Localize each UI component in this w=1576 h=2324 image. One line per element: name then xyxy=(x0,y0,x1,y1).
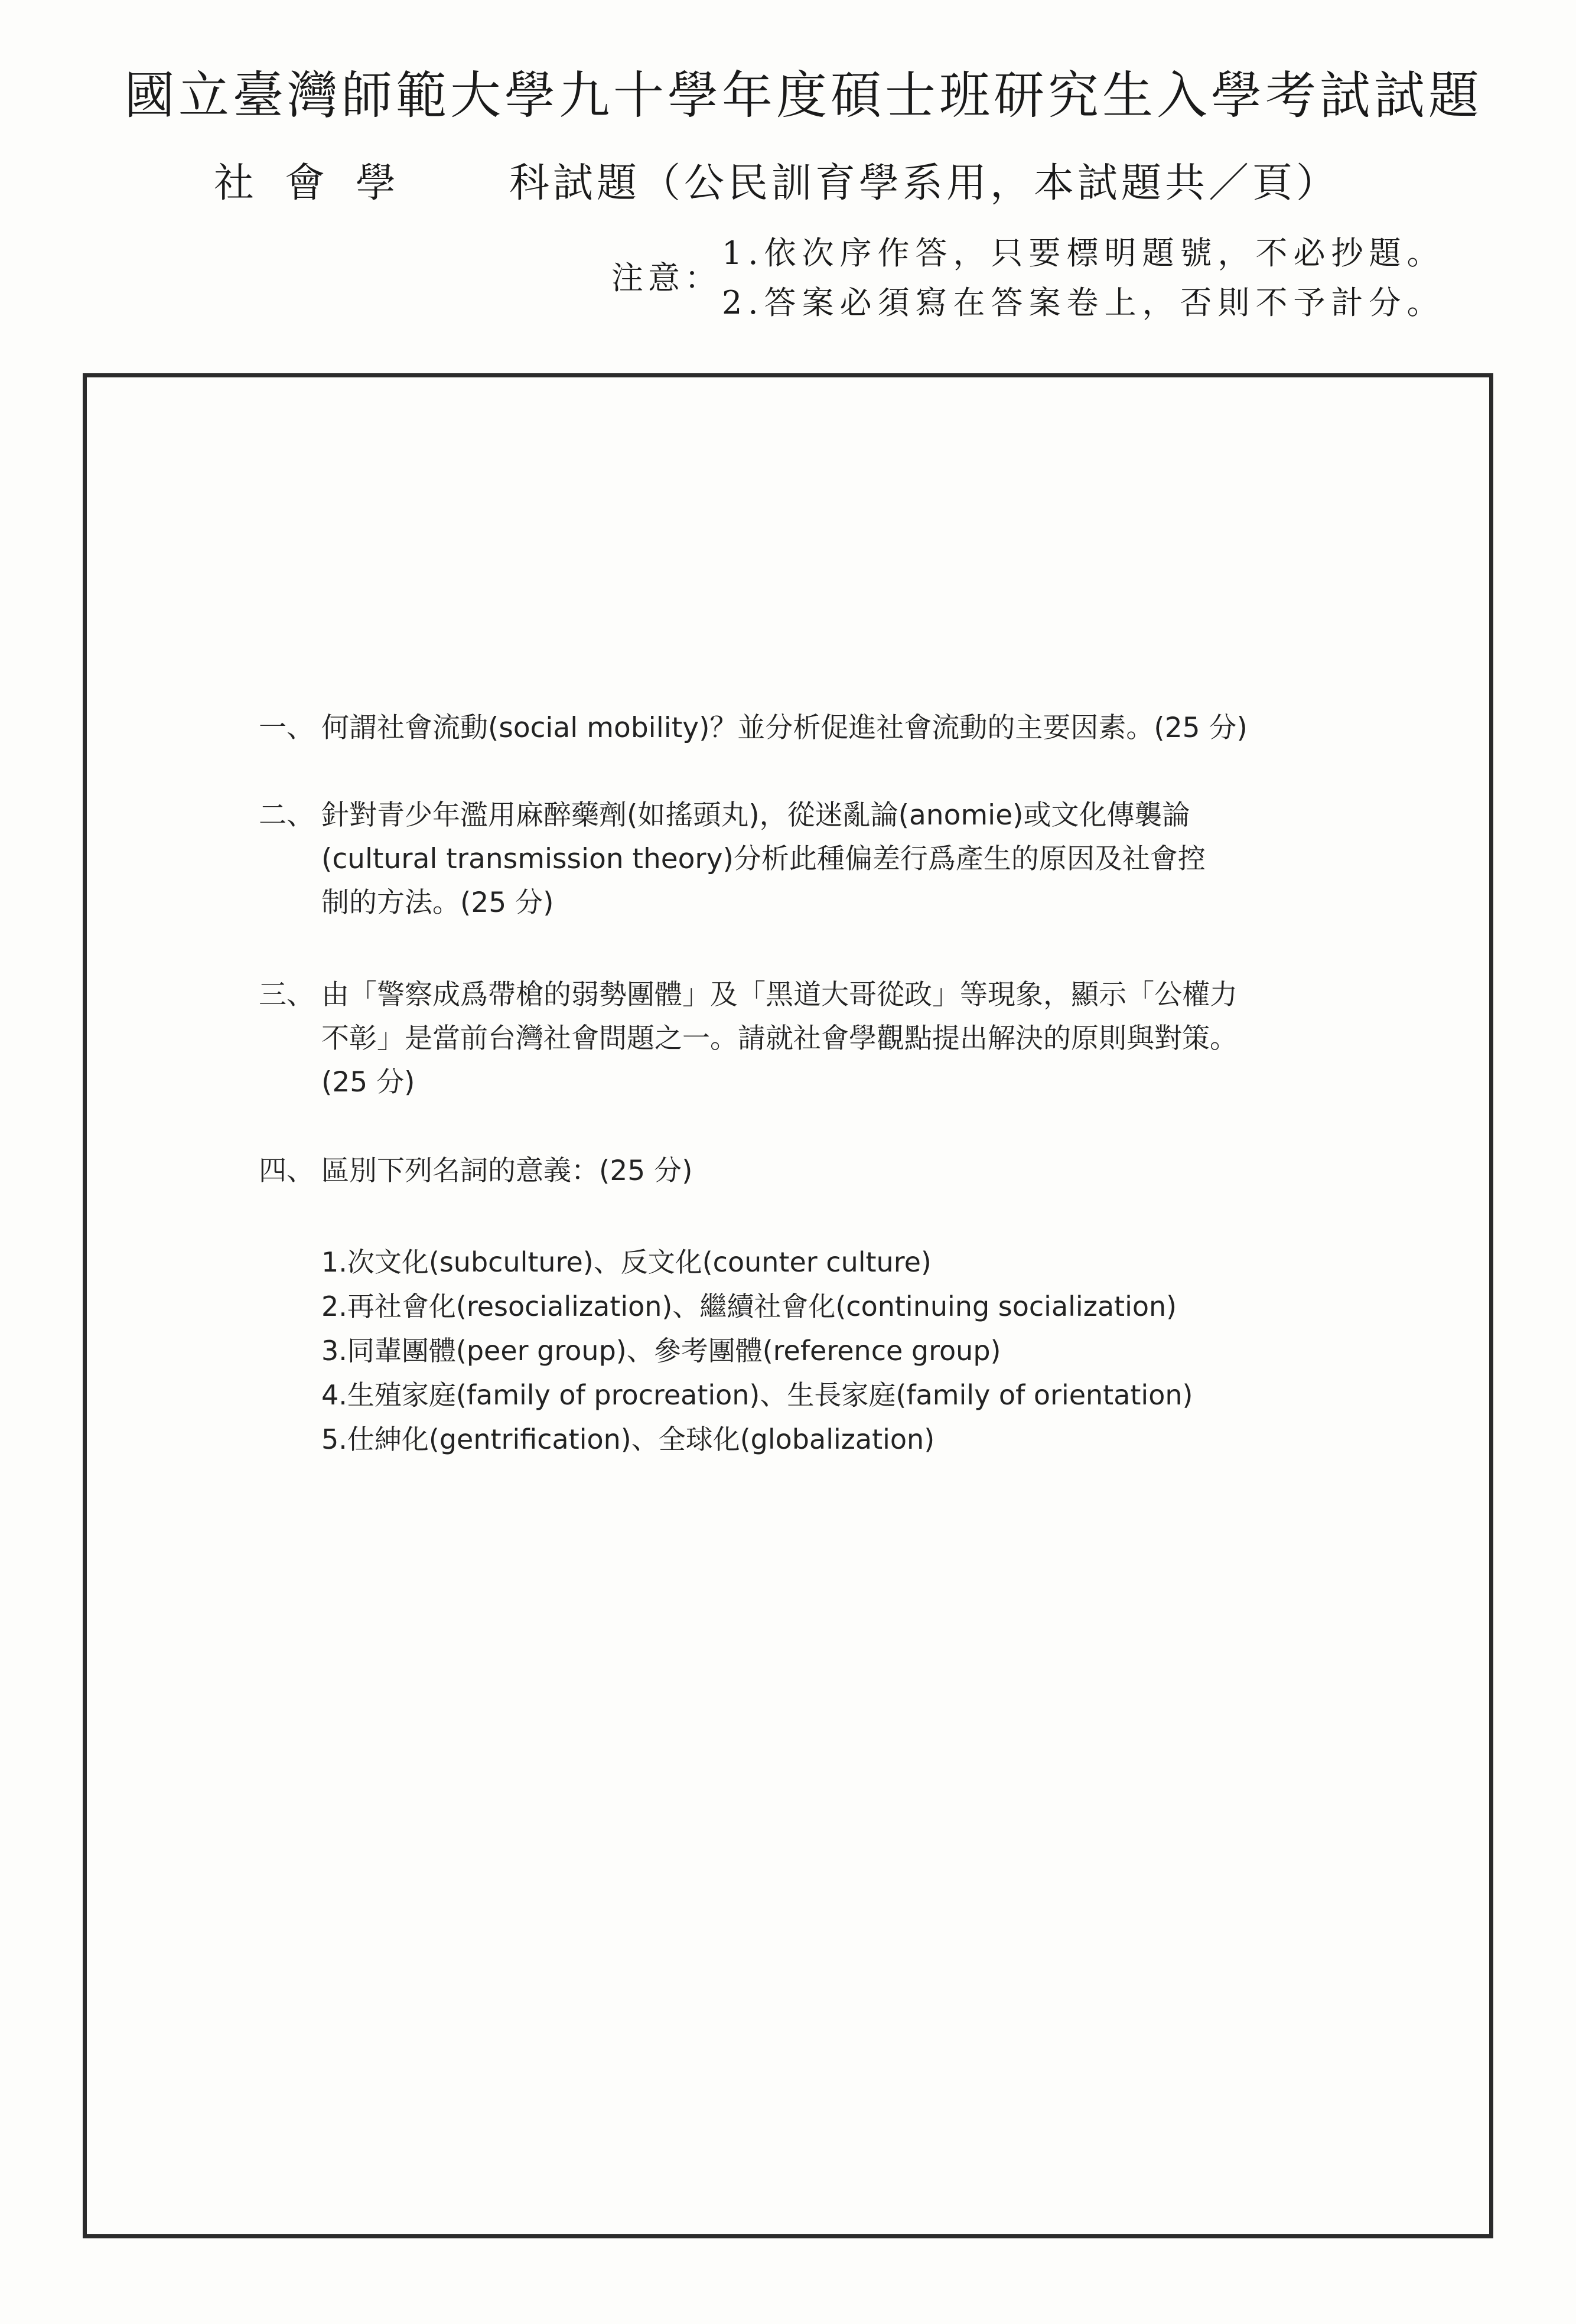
question-4 xyxy=(259,1149,692,1193)
term-item: 3.同輩團體(peer group)、參考團體(reference group) xyxy=(321,1335,1001,1367)
question-text: 不彰」是當前台灣社會問題之一。請就社會學觀點提出解決的原則與對策。 xyxy=(321,1022,1238,1055)
question-number: 一、 xyxy=(259,712,314,744)
term-item: 4.生殖家庭(family of procreation)、生長家庭(family of orientation) xyxy=(321,1379,1193,1411)
question-text: 何謂社會流動(social mobility)？並分析促進社會流動的主要因素。(25 分) xyxy=(321,712,1248,744)
question-text: 制的方法。(25 分) xyxy=(321,886,554,919)
subject-name: 社會學 xyxy=(214,160,427,207)
exam-title: 國立臺灣師範大學九十學年度碩士班研究生入學考試試題 xyxy=(124,66,1483,125)
notice-label: 注意： xyxy=(611,259,721,296)
term-item: 2.再社會化(resocialization)、繼續社會化(continuing socialization) xyxy=(321,1290,1177,1322)
question-text: 針對青少年濫用麻醉藥劑(如搖頭丸)，從迷亂論(anomie)或文化傳襲論 xyxy=(321,799,1190,832)
question-3 xyxy=(259,973,1238,1104)
question-number: 四、 xyxy=(259,1155,314,1187)
term-item: 1.次文化(subculture)、反文化(counter culture) xyxy=(321,1246,932,1278)
subject-suffix: 科試題（公民訓育學系用，本試題共／頁） xyxy=(509,160,1340,207)
term-item: 5.仕紳化(gentrification)、全球化(globalization) xyxy=(321,1423,935,1455)
question-number: 二、 xyxy=(259,799,314,832)
question-text: (cultural transmission theory)分析此種偏差行爲產生的原因及社會控 xyxy=(321,843,1206,875)
notice-item: 1.依次序作答，只要標明題號，不必抄題。 xyxy=(722,234,1445,272)
question-number: 三、 xyxy=(259,979,314,1011)
question-1 xyxy=(259,706,1248,750)
question-2 xyxy=(259,794,1206,925)
question-text: (25 分) xyxy=(321,1066,415,1099)
question-text: 由「警察成爲帶槍的弱勢團體」及「黑道大哥從政」等現象，顯示「公權力 xyxy=(321,979,1238,1011)
term-list xyxy=(321,1240,1193,1462)
question-text: 區別下列名詞的意義：(25 分) xyxy=(321,1155,693,1187)
notice-item: 2.答案必須寫在答案卷上，否則不予計分。 xyxy=(722,284,1445,321)
